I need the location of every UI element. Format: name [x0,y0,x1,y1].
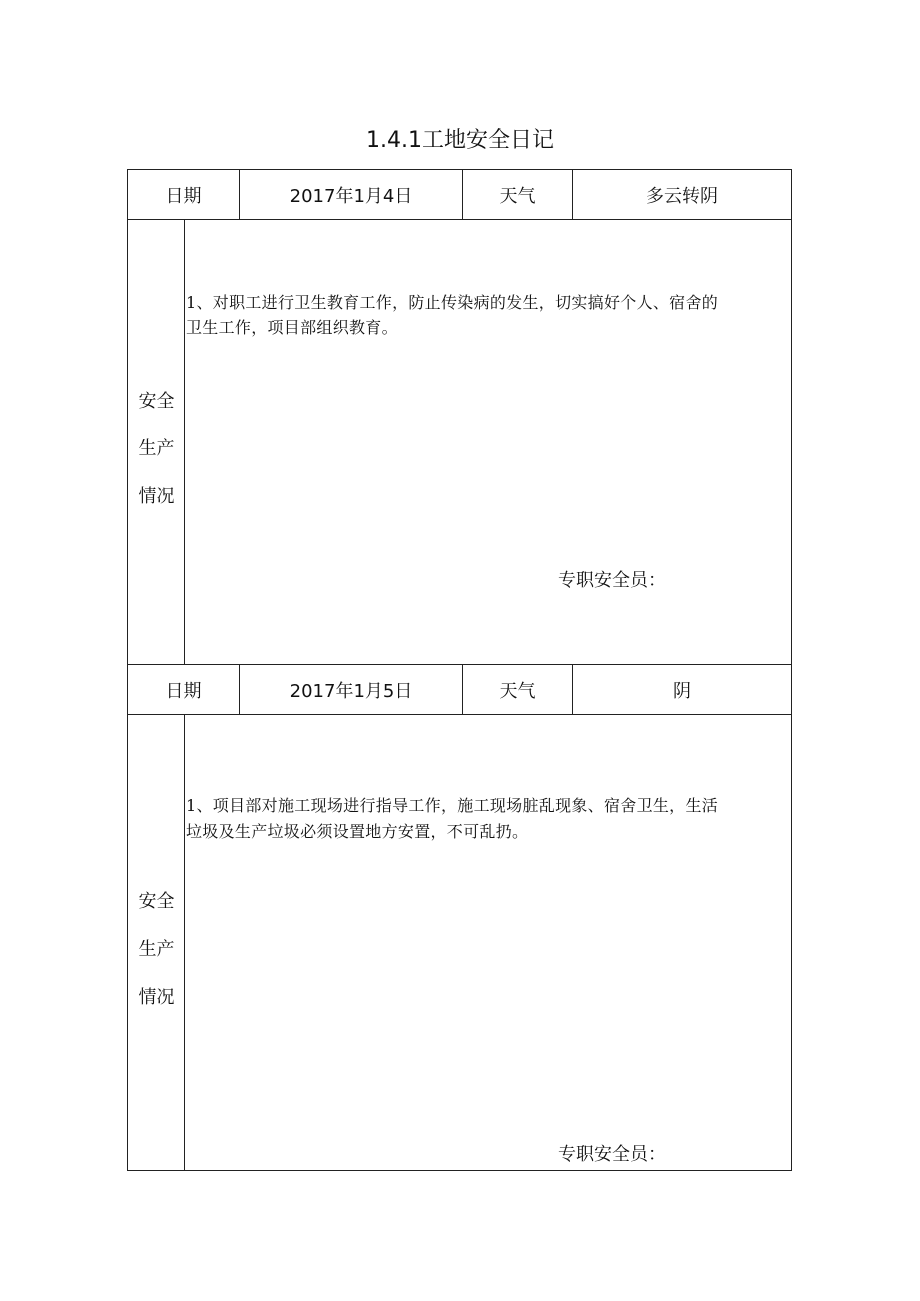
safety-officer-label: 专职安全员： [558,570,666,591]
section-label-line: 生产 [138,939,175,960]
entry-content-line: 卫生工作，项目部组织教育。 [186,318,398,337]
weather-label: 天气 [463,170,573,219]
weather-value: 阴 [673,680,691,702]
page-title: 1.4.1工地安全日记 [366,128,554,153]
section-label [128,714,185,1170]
entry-content-line: 1、项目部对施工现场进行指导工作，施工现场脏乱现象、宿舍卫生，生活 [186,796,719,815]
section-label-line: 安全 [138,891,175,912]
section-label-line: 情况 [138,987,175,1008]
date-label: 日期 [128,665,240,714]
entry-header-row [127,664,792,715]
diary-entry [127,169,792,665]
entry-content-line: 1、对职工进行卫生教育工作，防止传染病的发生，切实搞好个人、宿舍的 [186,293,719,312]
date-value: 2017年1月5日 [240,665,463,714]
date-value: 2017年1月4日 [240,170,463,219]
entry-content-line: 垃圾及生产垃圾必须设置地方安置，不可乱扔。 [186,822,529,841]
weather-value: 多云转阴 [646,185,718,207]
safety-officer-label: 专职安全员： [558,1144,666,1165]
diary-entry [127,664,792,1171]
weather-label: 天气 [463,665,573,714]
entry-body [127,219,792,665]
entry-body [127,714,792,1171]
date-label: 日期 [128,170,240,219]
entry-header-row [127,169,792,220]
section-label-line: 安全 [138,391,175,412]
section-label-line: 生产 [138,438,175,459]
section-label [128,219,185,664]
section-label-line: 情况 [138,486,175,507]
